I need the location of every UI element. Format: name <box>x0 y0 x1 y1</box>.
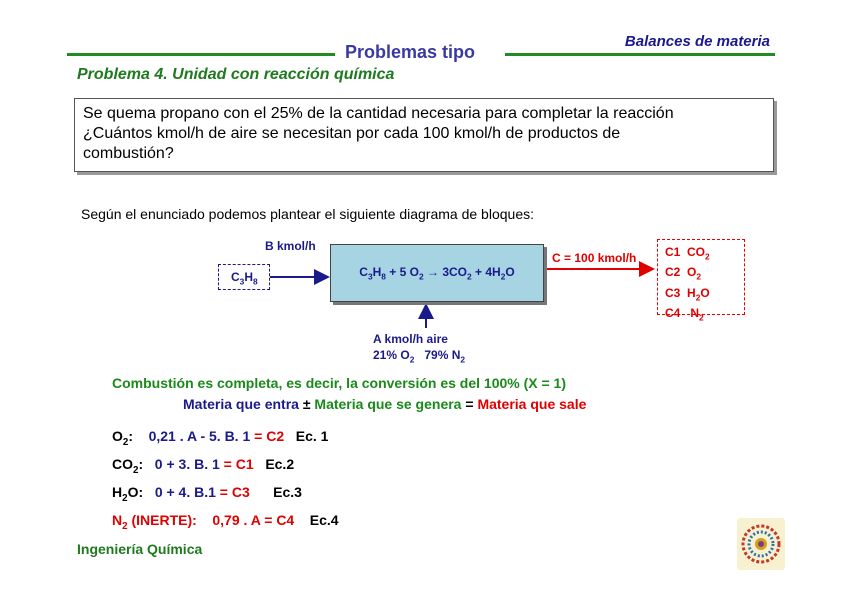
seal-graphic <box>737 518 785 570</box>
eq-expr: 0,21 . A - 5. B. 1 <box>148 428 251 444</box>
university-seal-icon <box>737 518 785 570</box>
eq-result: = C1 <box>223 456 254 472</box>
rule-eq: = <box>465 396 474 412</box>
eq-result: = C3 <box>219 484 250 500</box>
reactor-block <box>330 244 544 302</box>
products-list <box>665 244 710 326</box>
eq-species: $H_2O$: <box>112 484 144 504</box>
eq-tag: Ec. 1 <box>295 428 329 444</box>
eq-expr: 0 + 4. B.1 <box>154 484 216 500</box>
product-item: C1 $CO_2$ <box>665 245 710 262</box>
a-flow-label: A kmol/h aire <box>373 332 448 346</box>
feed-label: $C_3H_8$ <box>231 270 258 287</box>
equation-o2 <box>112 428 328 448</box>
equation-h2o <box>112 484 302 504</box>
eq-expr: 0 + 3. B. 1 <box>154 456 220 472</box>
page-title: Problemas tipo <box>345 42 476 62</box>
rule-in: Materia que entra <box>183 396 299 412</box>
eq-tag: Ec.3 <box>273 484 302 500</box>
eq-species: $N_2$ (INERTE): <box>112 512 197 532</box>
conversion-statement: Combustión es completa, es decir, la conversión es del 100% (X = 1) <box>112 375 567 391</box>
balance-rule <box>183 396 586 412</box>
eq-expr: 0,79 . A <box>212 512 261 528</box>
intro-text: Según el enunciado podemos plantear el siguiente diagrama de bloques: <box>81 206 534 222</box>
rule-out: Materia que sale <box>477 396 587 412</box>
question-line: Se quema propano con el 25% de la cantidad necesaria para completar la reacción <box>83 105 674 122</box>
product-item: C4 $N_2$ <box>665 306 704 323</box>
problem-title: Problema 4. Unidad con reacción química <box>77 66 395 83</box>
eq-tag: Ec.4 <box>309 512 339 528</box>
equation-n2 <box>112 512 339 532</box>
question-line: combustión? <box>83 145 174 162</box>
eq-result: = C4 <box>264 512 295 528</box>
topic-title: Balances de materia <box>624 33 770 50</box>
rule-pm: ± <box>302 396 311 412</box>
footer-label: Ingeniería Química <box>77 541 203 557</box>
reaction-equation: $C_3H_8 + 5$ $O_2 \to 3CO_2 + 4H_2O$ <box>359 264 515 282</box>
eq-result: = C2 <box>254 428 285 444</box>
eq-species: $O_2$: <box>112 428 134 448</box>
b-flow-label: B kmol/h <box>265 239 316 253</box>
eq-tag: Ec.2 <box>265 456 295 472</box>
equation-co2 <box>112 456 294 476</box>
rule-gen: Materia que se genera <box>314 396 462 412</box>
c-flow-label: C = 100 kmol/h <box>552 251 637 265</box>
a-composition: 21% $O_2$ 79% $N_2$ <box>373 348 466 365</box>
question-line: ¿Cuántos kmol/h de aire se necesitan por cada 100 kmol/h de productos de <box>83 125 621 142</box>
product-item: C2 $O_2$ <box>665 265 702 282</box>
eq-species: $CO_2$: <box>112 456 144 476</box>
product-item: C3 $H_2O$ <box>665 285 710 303</box>
